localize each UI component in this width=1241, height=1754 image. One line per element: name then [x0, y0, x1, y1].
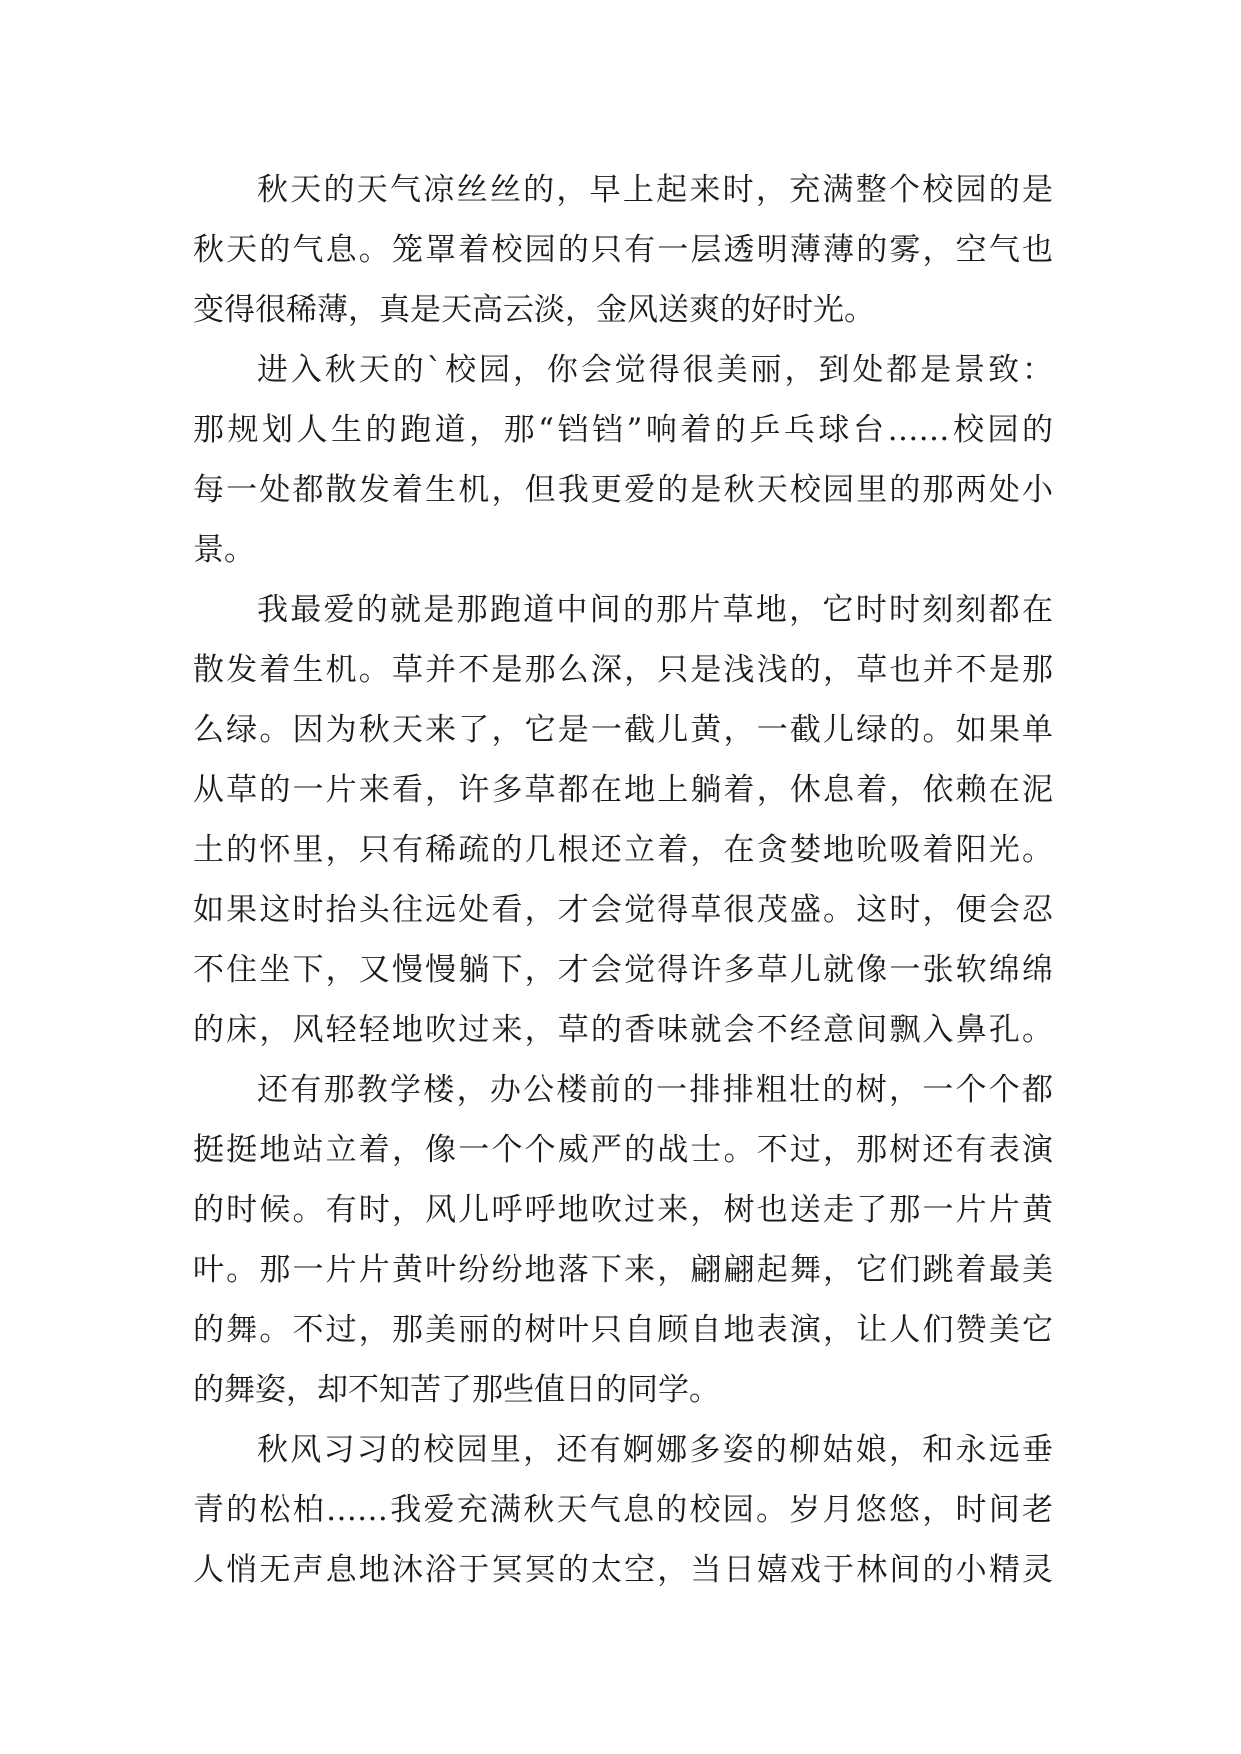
text-line: 的舞姿，却不知苦了那些值日的同学。 [193, 1372, 720, 1408]
body-text [193, 160, 1053, 1600]
text-line: 秋风习习的校园里，还有婀娜多姿的柳姑娘，和永远垂 [257, 1432, 1053, 1468]
text-line: 景。 [193, 532, 255, 568]
text-line: 散发着生机。草并不是那么深，只是浅浅的，草也并不是那 [193, 652, 1053, 688]
paragraph-2 [193, 340, 1053, 580]
paragraph-4 [193, 1060, 1053, 1420]
text-line: 土的怀里，只有稀疏的几根还立着，在贪婪地吮吸着阳光。 [193, 832, 1053, 868]
text-line: 从草的一片来看，许多草都在地上躺着，休息着，依赖在泥 [193, 772, 1053, 808]
text-line: 人悄无声息地沐浴于冥冥的太空，当日嬉戏于林间的小精灵 [193, 1552, 1053, 1588]
text-line: 变得很稀薄，真是天高云淡，金风送爽的好时光。 [193, 292, 875, 328]
text-line: 挺挺地站立着，像一个个威严的战士。不过，那树还有表演 [193, 1132, 1053, 1168]
text-line: 叶。那一片片黄叶纷纷地落下来，翩翩起舞，它们跳着最美 [193, 1252, 1053, 1288]
text-line: 青的松柏……我爱充满秋天气息的校园。岁月悠悠，时间老 [193, 1492, 1053, 1528]
paragraph-3 [193, 580, 1053, 1060]
text-line: 不住坐下，又慢慢躺下，才会觉得许多草儿就像一张软绵绵 [193, 952, 1053, 988]
text-line: 的床，风轻轻地吹过来，草的香味就会不经意间飘入鼻孔。 [193, 1012, 1053, 1048]
text-line: 么绿。因为秋天来了，它是一截儿黄，一截儿绿的。如果单 [193, 712, 1053, 748]
text-line: 如果这时抬头往远处看，才会觉得草很茂盛。这时，便会忍 [193, 892, 1053, 928]
paragraph-1 [193, 160, 1053, 340]
text-line: 还有那教学楼，办公楼前的一排排粗壮的树，一个个都 [257, 1072, 1053, 1108]
text-line: 每一处都散发着生机，但我更爱的是秋天校园里的那两处小 [193, 472, 1053, 508]
text-line: 我最爱的就是那跑道中间的那片草地，它时时刻刻都在 [257, 592, 1053, 628]
text-line: 进入秋天的`校园，你会觉得很美丽，到处都是景致： [257, 352, 1053, 388]
text-line: 的时候。有时，风儿呼呼地吹过来，树也送走了那一片片黄 [193, 1192, 1053, 1228]
text-line: 的舞。不过，那美丽的树叶只自顾自地表演，让人们赞美它 [193, 1312, 1053, 1348]
text-line: 那规划人生的跑道，那“铛铛”响着的乒乓球台……校园的 [193, 412, 1053, 448]
text-line: 秋天的气息。笼罩着校园的只有一层透明薄薄的雾，空气也 [193, 232, 1053, 268]
paragraph-5 [193, 1420, 1053, 1600]
text-line: 秋天的天气凉丝丝的，早上起来时，充满整个校园的是 [257, 172, 1053, 208]
